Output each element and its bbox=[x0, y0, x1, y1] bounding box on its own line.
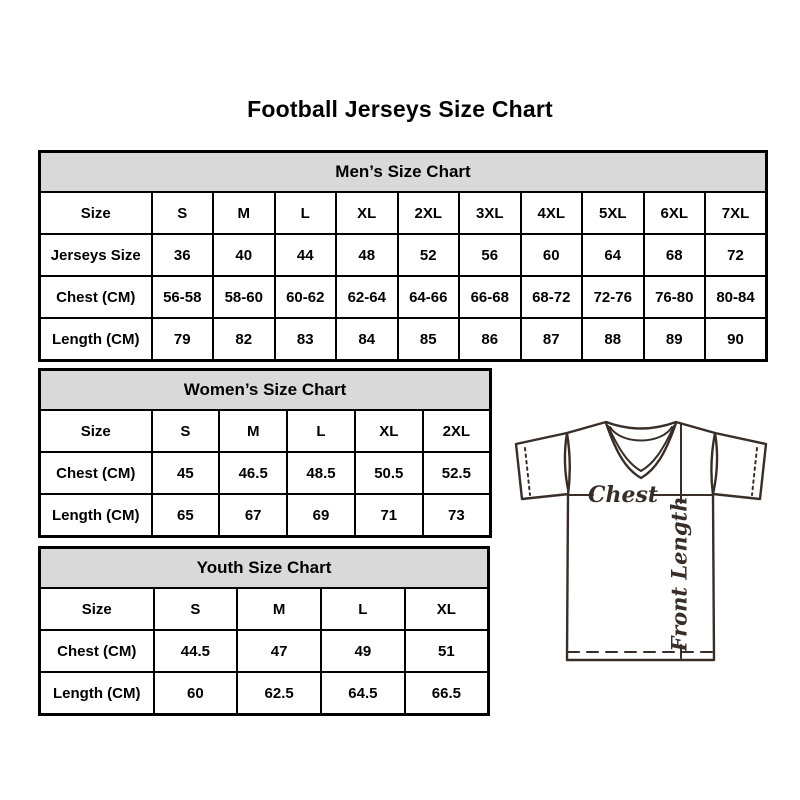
value-cell: 88 bbox=[582, 318, 644, 361]
value-cell: 48.5 bbox=[287, 452, 355, 494]
value-cell: 76-80 bbox=[644, 276, 706, 318]
value-cell: 71 bbox=[355, 494, 423, 537]
value-cell: 40 bbox=[213, 234, 275, 276]
value-cell: 58-60 bbox=[213, 276, 275, 318]
value-cell: 44.5 bbox=[154, 630, 238, 672]
row-header-cell: Chest (CM) bbox=[40, 276, 152, 318]
value-cell: 87 bbox=[521, 318, 583, 361]
table-row bbox=[40, 276, 767, 318]
youth-size-table bbox=[38, 546, 490, 716]
value-cell: 7XL bbox=[705, 192, 767, 234]
value-cell: 83 bbox=[275, 318, 337, 361]
jersey-body bbox=[567, 422, 715, 660]
value-cell: XL bbox=[405, 588, 489, 630]
table-row bbox=[40, 494, 491, 537]
value-cell: 50.5 bbox=[355, 452, 423, 494]
value-cell: 60-62 bbox=[275, 276, 337, 318]
jersey-left-sleeve bbox=[516, 433, 569, 499]
value-cell: 4XL bbox=[521, 192, 583, 234]
value-cell: S bbox=[154, 588, 238, 630]
row-header-cell: Size bbox=[40, 192, 152, 234]
value-cell: 36 bbox=[152, 234, 214, 276]
value-cell: 65 bbox=[152, 494, 220, 537]
value-cell: 51 bbox=[405, 630, 489, 672]
table-row bbox=[40, 672, 489, 715]
jersey-right-sleeve bbox=[713, 433, 766, 499]
table-header-row bbox=[40, 152, 767, 193]
value-cell: 2XL bbox=[423, 410, 491, 452]
jersey-diagram-icon bbox=[505, 400, 777, 672]
value-cell: 60 bbox=[154, 672, 238, 715]
value-cell: M bbox=[219, 410, 287, 452]
value-cell: 85 bbox=[398, 318, 460, 361]
value-cell: 52 bbox=[398, 234, 460, 276]
value-cell: 62.5 bbox=[237, 672, 321, 715]
value-cell: 90 bbox=[705, 318, 767, 361]
value-cell: L bbox=[321, 588, 405, 630]
value-cell: 45 bbox=[152, 452, 220, 494]
youth-table-title: Youth Size Chart bbox=[40, 548, 489, 589]
value-cell: L bbox=[287, 410, 355, 452]
value-cell: 60 bbox=[521, 234, 583, 276]
value-cell: 84 bbox=[336, 318, 398, 361]
row-header-cell: Chest (CM) bbox=[40, 452, 152, 494]
value-cell: M bbox=[213, 192, 275, 234]
value-cell: 89 bbox=[644, 318, 706, 361]
row-header-cell: Size bbox=[40, 410, 152, 452]
value-cell: 52.5 bbox=[423, 452, 491, 494]
value-cell: 2XL bbox=[398, 192, 460, 234]
table-header-row bbox=[40, 548, 489, 589]
value-cell: 6XL bbox=[644, 192, 706, 234]
value-cell: 73 bbox=[423, 494, 491, 537]
value-cell: M bbox=[237, 588, 321, 630]
row-header-cell: Length (CM) bbox=[40, 318, 152, 361]
value-cell: 48 bbox=[336, 234, 398, 276]
value-cell: 72 bbox=[705, 234, 767, 276]
value-cell: 68-72 bbox=[521, 276, 583, 318]
womens-table-title: Women’s Size Chart bbox=[40, 370, 491, 411]
front-length-label: Front Length bbox=[666, 496, 692, 652]
row-header-cell: Length (CM) bbox=[40, 494, 152, 537]
value-cell: 68 bbox=[644, 234, 706, 276]
row-header-cell: Jerseys Size bbox=[40, 234, 152, 276]
value-cell: 66.5 bbox=[405, 672, 489, 715]
row-header-cell: Chest (CM) bbox=[40, 630, 154, 672]
table-row bbox=[40, 452, 491, 494]
value-cell: 62-64 bbox=[336, 276, 398, 318]
womens-size-table bbox=[38, 368, 492, 538]
value-cell: 56-58 bbox=[152, 276, 214, 318]
table-row bbox=[40, 234, 767, 276]
value-cell: L bbox=[275, 192, 337, 234]
value-cell: 64 bbox=[582, 234, 644, 276]
row-header-cell: Length (CM) bbox=[40, 672, 154, 715]
value-cell: S bbox=[152, 192, 214, 234]
value-cell: 47 bbox=[237, 630, 321, 672]
value-cell: XL bbox=[355, 410, 423, 452]
value-cell: 64.5 bbox=[321, 672, 405, 715]
table-row bbox=[40, 588, 489, 630]
value-cell: 82 bbox=[213, 318, 275, 361]
page-title: Football Jerseys Size Chart bbox=[247, 96, 553, 122]
value-cell: 44 bbox=[275, 234, 337, 276]
value-cell: 64-66 bbox=[398, 276, 460, 318]
value-cell: S bbox=[152, 410, 220, 452]
value-cell: 3XL bbox=[459, 192, 521, 234]
chest-label: Chest bbox=[587, 482, 659, 508]
table-header-row bbox=[40, 370, 491, 411]
value-cell: 5XL bbox=[582, 192, 644, 234]
value-cell: 86 bbox=[459, 318, 521, 361]
value-cell: 66-68 bbox=[459, 276, 521, 318]
value-cell: 80-84 bbox=[705, 276, 767, 318]
value-cell: 49 bbox=[321, 630, 405, 672]
value-cell: 46.5 bbox=[219, 452, 287, 494]
table-row bbox=[40, 630, 489, 672]
value-cell: 67 bbox=[219, 494, 287, 537]
value-cell: 72-76 bbox=[582, 276, 644, 318]
row-header-cell: Size bbox=[40, 588, 154, 630]
jersey-measurement-diagram bbox=[505, 400, 777, 672]
value-cell: XL bbox=[336, 192, 398, 234]
value-cell: 79 bbox=[152, 318, 214, 361]
table-row bbox=[40, 410, 491, 452]
mens-size-table bbox=[38, 150, 768, 362]
value-cell: 69 bbox=[287, 494, 355, 537]
mens-table-title: Men’s Size Chart bbox=[40, 152, 767, 193]
table-row bbox=[40, 192, 767, 234]
table-row bbox=[40, 318, 767, 361]
value-cell: 56 bbox=[459, 234, 521, 276]
